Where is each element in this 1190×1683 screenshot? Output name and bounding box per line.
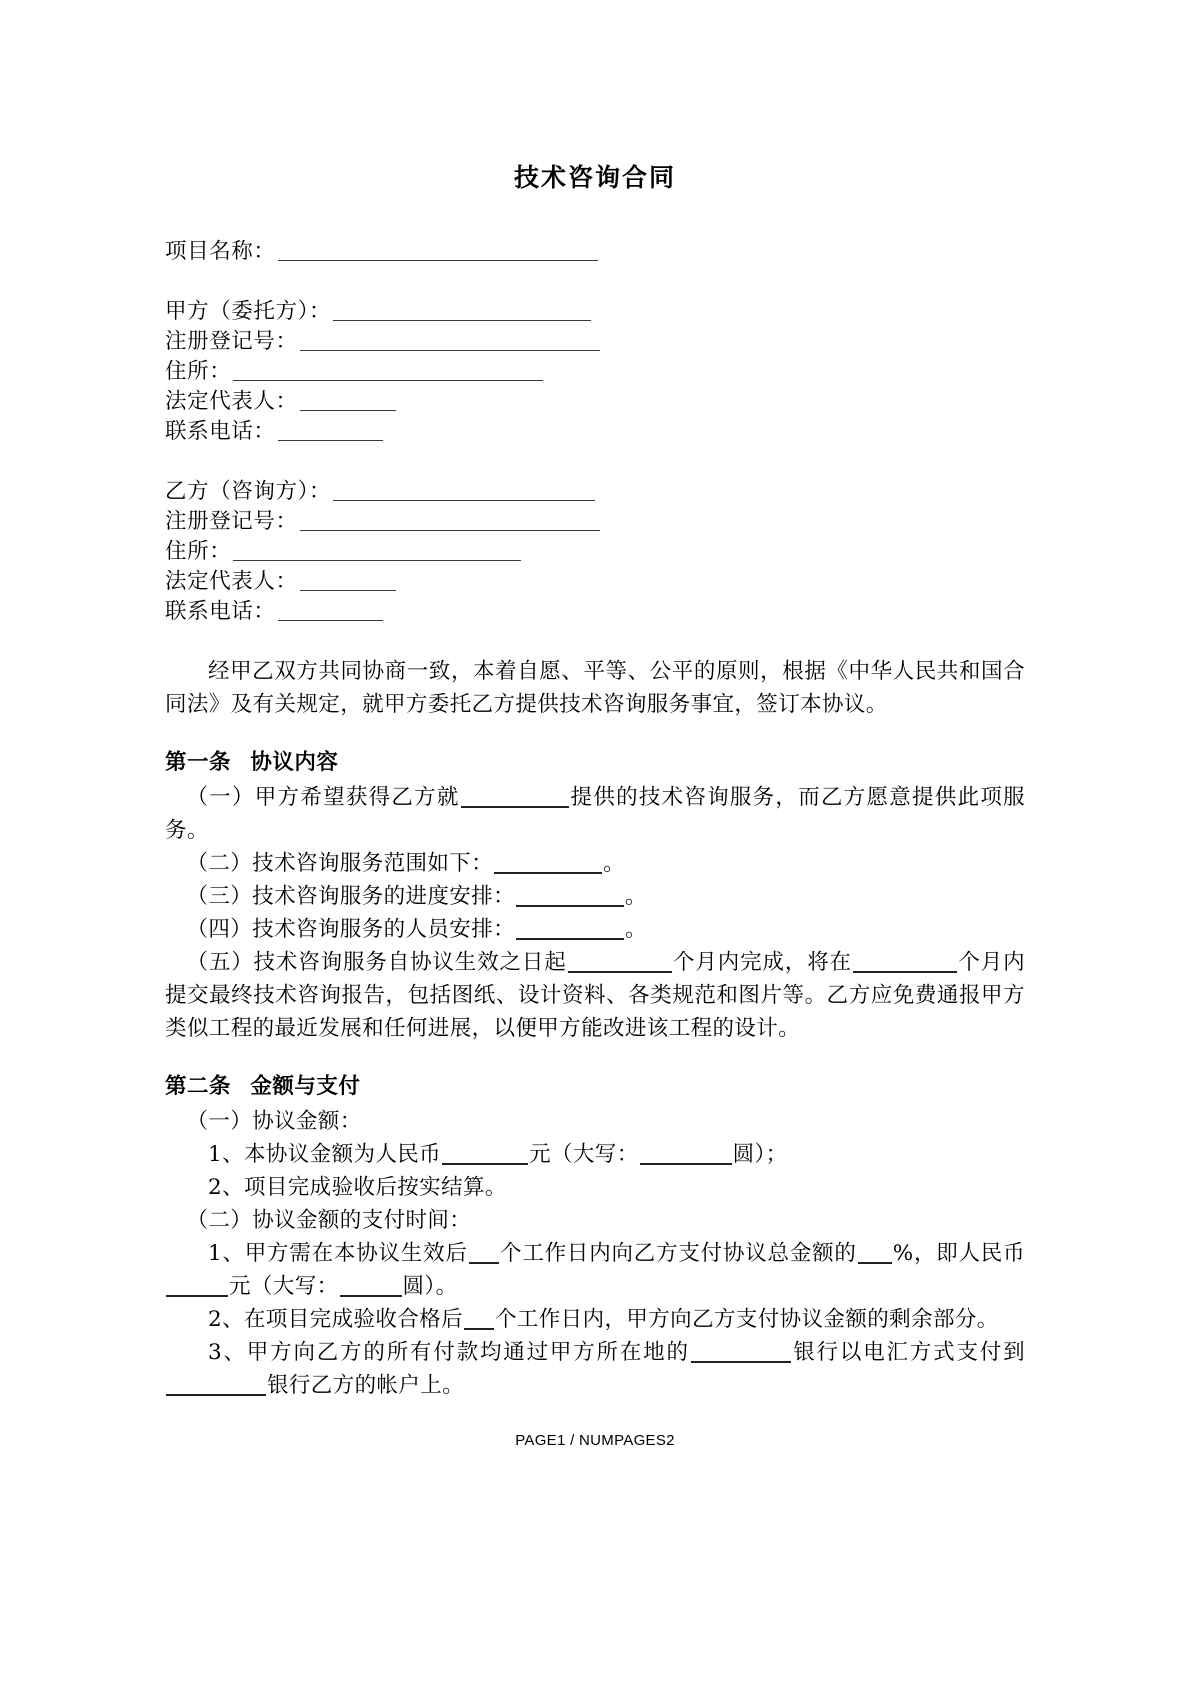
field-party-a-legal-rep-input[interactable] bbox=[300, 410, 396, 411]
article-1-item-4-text-a: （四）技术咨询服务的人员安排： bbox=[186, 917, 516, 942]
field-party-a-legal-rep-label: 法定代表人： bbox=[165, 389, 298, 414]
article-2-sub-2-item-1-text-e: 圆）。 bbox=[402, 1274, 458, 1299]
article-1-item-1-text-a: （一）甲方希望获得乙方就 bbox=[186, 785, 460, 810]
article-1-item-1-text-b: 提供的技术咨询服务，而乙方愿意提供此项服务。 bbox=[165, 785, 1025, 843]
spacer bbox=[165, 447, 1025, 477]
article-2-sub-1-item-1 bbox=[165, 1138, 1025, 1171]
article-2-amount-blank[interactable] bbox=[442, 1163, 528, 1165]
article-2-prepay-amount-blank[interactable] bbox=[166, 1295, 228, 1297]
article-1-item-5-blank-2[interactable] bbox=[853, 971, 957, 973]
document-body bbox=[165, 160, 1025, 1402]
article-2-sub-2-item-2 bbox=[165, 1303, 1025, 1336]
field-party-b-phone-input[interactable] bbox=[278, 620, 383, 621]
article-2-sub-2-item-3 bbox=[165, 1336, 1025, 1402]
article-2-percent-blank[interactable] bbox=[858, 1262, 892, 1264]
field-party-b-legal-rep-label: 法定代表人： bbox=[165, 569, 298, 594]
article-1-item-3-text-a: （三）技术咨询服务的进度安排： bbox=[186, 884, 516, 909]
field-party-a-name-label: 甲方（委托方）： bbox=[165, 299, 332, 324]
field-party-a-legal-rep bbox=[165, 387, 1025, 417]
article-1-item-3 bbox=[165, 880, 1025, 913]
article-1-number: 第一条 bbox=[165, 750, 232, 775]
article-2-sub-2-title: （二）协议金额的支付时间： bbox=[186, 1208, 472, 1233]
article-1-item-2-text-a: （二）技术咨询服务范围如下： bbox=[186, 851, 494, 876]
article-1-item-2-text-b: 。 bbox=[603, 851, 626, 876]
field-party-b-reg-label: 注册登记号： bbox=[165, 509, 298, 534]
article-2-sub-2-item-1 bbox=[165, 1237, 1025, 1303]
page-footer: PAGE1 / NUMPAGES2 bbox=[515, 1432, 675, 1449]
field-party-b-name-label: 乙方（咨询方）： bbox=[165, 479, 332, 504]
field-party-b-phone-label: 联系电话： bbox=[165, 599, 276, 624]
article-1-item-4 bbox=[165, 913, 1025, 946]
article-1-item-2 bbox=[165, 847, 1025, 880]
article-1-title: 协议内容 bbox=[250, 750, 339, 775]
field-party-b-address-input[interactable] bbox=[233, 560, 521, 561]
field-party-a-address-input[interactable] bbox=[233, 380, 543, 381]
field-party-a-phone-input[interactable] bbox=[278, 440, 383, 441]
field-party-b-address-label: 住所： bbox=[165, 539, 232, 564]
field-project-name bbox=[165, 237, 1025, 267]
article-1-item-5-blank-1[interactable] bbox=[568, 971, 672, 973]
article-1-item-2-blank[interactable] bbox=[494, 872, 602, 874]
field-party-b-legal-rep-input[interactable] bbox=[300, 590, 396, 591]
article-2-sub-2-item-1-text-b: 个工作日内向乙方支付协议总金额的 bbox=[499, 1241, 857, 1266]
article-2-sub-1-item-1-text-c: 圆）； bbox=[732, 1142, 788, 1167]
article-2-sub-2-item-1-text-c: %，即人民币 bbox=[892, 1241, 1025, 1266]
article-2-title: 金额与支付 bbox=[250, 1074, 361, 1099]
field-party-b-legal-rep bbox=[165, 567, 1025, 597]
article-2-sub-2-item-1-text-d: 元（大写： bbox=[229, 1274, 339, 1299]
field-party-b-address bbox=[165, 537, 1025, 567]
article-1-heading bbox=[165, 747, 1025, 779]
article-2-payee-bank-blank[interactable] bbox=[166, 1394, 266, 1396]
field-party-a-reg-label: 注册登记号： bbox=[165, 329, 298, 354]
article-2-sub-1-item-1-text-a: 1、本协议金额为人民币 bbox=[208, 1142, 442, 1167]
article-2-sub-1-item-1-text-b: 元（大写： bbox=[529, 1142, 639, 1167]
spacer bbox=[165, 627, 1025, 655]
field-party-a-address bbox=[165, 357, 1025, 387]
article-2-sub-2-item-3-text-b: 银行以电汇方式支付到 bbox=[791, 1340, 1025, 1365]
preamble-paragraph: 经甲乙双方共同协商一致，本着自愿、平等、公平的原则，根据《中华人民共和国合同法》及有关规定，就甲方委托乙方提供技术咨询服务事宜，签订本协议。 bbox=[165, 659, 1025, 717]
article-1-item-5 bbox=[165, 946, 1025, 1045]
article-1-item-5-text-b: 个月内完成，将在 bbox=[672, 950, 852, 975]
article-2-sub-1-title: （一）协议金额： bbox=[186, 1109, 362, 1134]
article-2-sub-2-item-2-text-b: 个工作日内，甲方向乙方支付协议金额的剩余部分。 bbox=[494, 1307, 999, 1332]
field-party-a-reg bbox=[165, 327, 1025, 357]
field-party-a-address-label: 住所： bbox=[165, 359, 232, 384]
field-party-b-reg-input[interactable] bbox=[300, 530, 600, 531]
field-party-b-reg bbox=[165, 507, 1025, 537]
field-project-name-input[interactable] bbox=[278, 260, 598, 261]
article-1-item-4-blank[interactable] bbox=[516, 938, 624, 940]
field-party-b-name bbox=[165, 477, 1025, 507]
field-party-b-name-input[interactable] bbox=[333, 500, 595, 501]
article-1-item-5-text-a: （五）技术咨询服务自协议生效之日起 bbox=[186, 950, 567, 975]
article-1-item-3-blank[interactable] bbox=[516, 905, 624, 907]
article-2-sub-2-item-2-text-a: 2、在项目完成验收合格后 bbox=[208, 1307, 463, 1332]
article-2-heading bbox=[165, 1071, 1025, 1103]
article-1-item-1 bbox=[165, 781, 1025, 847]
article-2-workdays-blank-1[interactable] bbox=[469, 1262, 499, 1264]
field-party-a-phone bbox=[165, 417, 1025, 447]
article-2-sub-1-item-2: 2、项目完成验收后按实结算。 bbox=[208, 1175, 507, 1200]
article-2-sub-2-item-3-text-a: 3、甲方向乙方的所有付款均通过甲方所在地的 bbox=[208, 1340, 690, 1365]
page-title: 技术咨询合同 bbox=[513, 163, 676, 192]
article-1-item-1-blank[interactable] bbox=[461, 806, 569, 808]
field-party-a-name-input[interactable] bbox=[333, 320, 591, 321]
article-2-sub-2-item-3-text-c: 银行乙方的帐户上。 bbox=[267, 1373, 465, 1398]
field-party-b-phone bbox=[165, 597, 1025, 627]
article-2-prepay-words-blank[interactable] bbox=[340, 1295, 402, 1297]
article-2-amount-words-blank[interactable] bbox=[640, 1163, 732, 1165]
article-1-item-4-text-b: 。 bbox=[625, 917, 647, 942]
article-1-item-5-text-c: 个月内提交最终技术咨询报告，包括图纸、设计资料、各类规范和图片等。乙方应免费通报甲方类似工程的最近发展和任何进展，以便甲方能改进该工程的设计。 bbox=[165, 950, 1025, 1041]
article-2-workdays-blank-2[interactable] bbox=[464, 1328, 494, 1330]
field-party-a-phone-label: 联系电话： bbox=[165, 419, 276, 444]
spacer bbox=[165, 267, 1025, 297]
article-2-sub-2-item-1-text-a: 1、甲方需在本协议生效后 bbox=[208, 1241, 468, 1266]
article-2-payer-bank-blank[interactable] bbox=[691, 1361, 791, 1363]
field-project-name-label: 项目名称： bbox=[165, 239, 276, 264]
field-party-a-name bbox=[165, 297, 1025, 327]
article-1-item-3-text-b: 。 bbox=[625, 884, 647, 909]
article-2-number: 第二条 bbox=[165, 1074, 232, 1099]
field-party-a-reg-input[interactable] bbox=[300, 350, 600, 351]
